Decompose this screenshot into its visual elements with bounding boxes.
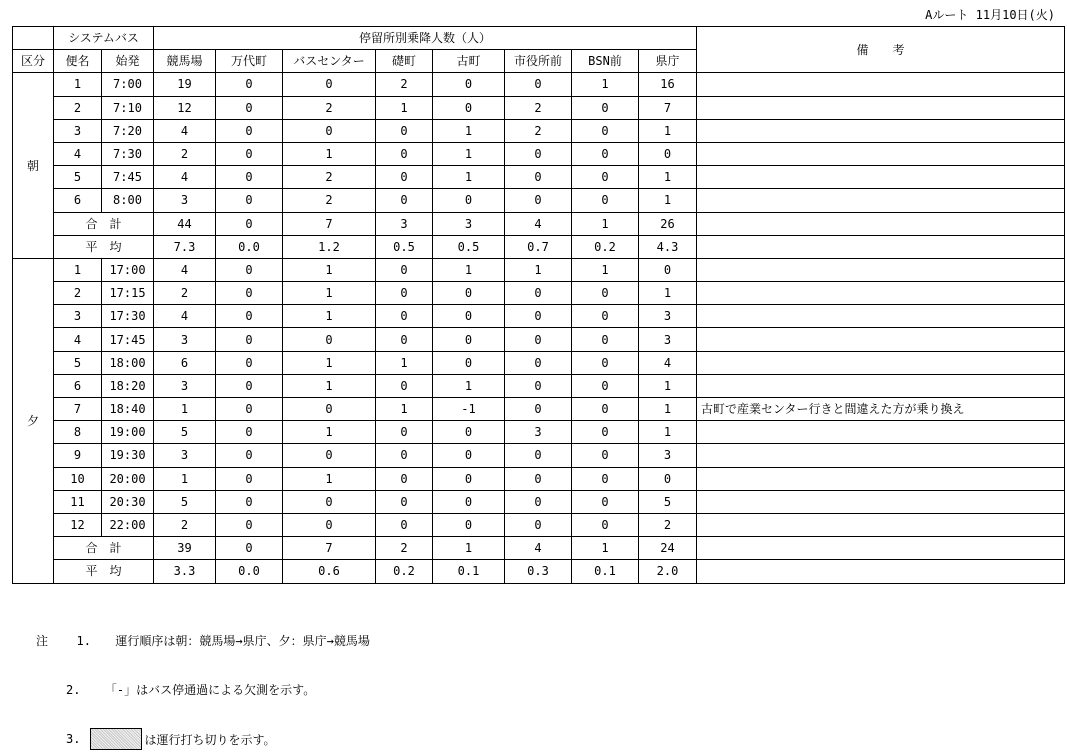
passenger-count: 0 xyxy=(283,513,376,536)
header-stop-count: 停留所別乗降人数（人） xyxy=(154,27,697,50)
passenger-count: 2 xyxy=(154,142,216,165)
passenger-count: 0 xyxy=(639,467,697,490)
passenger-count: 0 xyxy=(216,305,283,328)
passenger-count: 0 xyxy=(216,282,283,305)
remark-cell xyxy=(697,166,1065,189)
passenger-count: 1 xyxy=(154,398,216,421)
passenger-count: 0 xyxy=(572,513,639,536)
bus-number: 2 xyxy=(54,282,102,305)
table-row xyxy=(13,374,1065,397)
remark-cell xyxy=(697,282,1065,305)
passenger-count: 0 xyxy=(433,96,505,119)
header-stop: 礎町 xyxy=(376,50,433,73)
passenger-count: 0 xyxy=(572,421,639,444)
passenger-count: 5 xyxy=(154,490,216,513)
total-value: 7 xyxy=(283,537,376,560)
passenger-count: 0 xyxy=(376,258,433,281)
passenger-count: 0 xyxy=(433,73,505,96)
route-label: Aルート xyxy=(925,8,969,22)
passenger-count: 3 xyxy=(154,328,216,351)
average-value: 0.7 xyxy=(505,235,572,258)
passenger-count: 2 xyxy=(283,189,376,212)
total-value: 3 xyxy=(376,212,433,235)
passenger-count: 0 xyxy=(216,73,283,96)
total-value: 1 xyxy=(572,212,639,235)
average-value: 7.3 xyxy=(154,235,216,258)
passenger-count: 0 xyxy=(433,444,505,467)
header-remarks: 備 考 xyxy=(697,27,1065,73)
start-time: 20:00 xyxy=(102,467,154,490)
passenger-count: 3 xyxy=(154,189,216,212)
header-stop: 万代町 xyxy=(216,50,283,73)
passenger-count: 0 xyxy=(376,421,433,444)
passenger-count: 19 xyxy=(154,73,216,96)
passenger-count: 0 xyxy=(376,490,433,513)
start-time: 18:20 xyxy=(102,374,154,397)
total-value: 1 xyxy=(433,537,505,560)
table-row xyxy=(13,73,1065,96)
remark-cell xyxy=(697,96,1065,119)
passenger-count: 1 xyxy=(639,166,697,189)
passenger-count: 4 xyxy=(154,119,216,142)
passenger-count: 0 xyxy=(572,328,639,351)
passenger-count: 0 xyxy=(572,444,639,467)
passenger-count: 0 xyxy=(216,421,283,444)
note-3-text: は運行打ち切りを示す。 xyxy=(144,732,276,747)
average-value: 0.3 xyxy=(505,560,572,583)
note-2-number: 2. xyxy=(66,683,81,697)
route-date-header xyxy=(925,6,1055,23)
passenger-count: 0 xyxy=(505,166,572,189)
passenger-count: 0 xyxy=(639,258,697,281)
passenger-count: 0 xyxy=(376,282,433,305)
date-label: 11月10日(火) xyxy=(975,8,1055,22)
total-value: 2 xyxy=(376,537,433,560)
passenger-count: 4 xyxy=(154,305,216,328)
section-label: 朝 xyxy=(13,73,54,259)
passenger-count: 1 xyxy=(283,374,376,397)
header-stop: 競馬場 xyxy=(154,50,216,73)
passenger-count: 0 xyxy=(572,398,639,421)
remark-cell: 古町で産業センター行きと間違えた方が乗り換え xyxy=(697,398,1065,421)
passenger-count: 0 xyxy=(216,166,283,189)
passenger-count: 3 xyxy=(154,444,216,467)
passenger-count: 0 xyxy=(433,490,505,513)
passenger-count: 2 xyxy=(639,513,697,536)
passenger-count: 0 xyxy=(572,119,639,142)
note-2-text: 「-」はバス停通過による欠測を示す。 xyxy=(104,683,316,697)
passenger-count: 2 xyxy=(505,119,572,142)
passenger-count: 0 xyxy=(216,328,283,351)
passenger-count: 0 xyxy=(433,189,505,212)
passenger-count: 0 xyxy=(283,444,376,467)
passenger-count: 1 xyxy=(639,282,697,305)
passenger-count: 16 xyxy=(639,73,697,96)
passenger-count: 4 xyxy=(154,166,216,189)
remark-cell xyxy=(697,258,1065,281)
note-3-number: 3. xyxy=(66,732,81,746)
bus-number: 6 xyxy=(54,189,102,212)
total-value: 39 xyxy=(154,537,216,560)
table-row xyxy=(13,351,1065,374)
passenger-count: 1 xyxy=(433,258,505,281)
remark-cell xyxy=(697,444,1065,467)
total-value: 26 xyxy=(639,212,697,235)
start-time: 22:00 xyxy=(102,513,154,536)
average-value: 0.1 xyxy=(433,560,505,583)
passenger-count: 0 xyxy=(639,142,697,165)
passenger-count: 0 xyxy=(283,328,376,351)
average-row xyxy=(13,235,1065,258)
bus-number: 4 xyxy=(54,328,102,351)
bus-number: 6 xyxy=(54,374,102,397)
passenger-count: 3 xyxy=(639,305,697,328)
total-value: 1 xyxy=(572,537,639,560)
passenger-count: 0 xyxy=(572,374,639,397)
remark-cell xyxy=(697,467,1065,490)
passenger-count: 1 xyxy=(376,351,433,374)
passenger-count: 0 xyxy=(283,490,376,513)
average-value: 0.0 xyxy=(216,235,283,258)
table-row xyxy=(13,282,1065,305)
header-binmei: 便名 xyxy=(54,50,102,73)
start-time: 20:30 xyxy=(102,490,154,513)
table-row xyxy=(13,258,1065,281)
average-label: 平 均 xyxy=(54,235,154,258)
header-stop: 市役所前 xyxy=(505,50,572,73)
passenger-count: 0 xyxy=(216,96,283,119)
passenger-count: 0 xyxy=(376,305,433,328)
total-row xyxy=(13,212,1065,235)
passenger-count: 2 xyxy=(154,513,216,536)
remark-cell xyxy=(697,537,1065,560)
note-2 xyxy=(66,681,315,698)
header-row-1 xyxy=(13,27,1065,50)
passenger-count: 0 xyxy=(433,282,505,305)
passenger-count: 3 xyxy=(639,444,697,467)
average-value: 0.2 xyxy=(572,235,639,258)
bus-number: 3 xyxy=(54,119,102,142)
total-value: 4 xyxy=(505,537,572,560)
passenger-table xyxy=(12,26,1065,584)
passenger-count: 0 xyxy=(216,513,283,536)
remark-cell xyxy=(697,374,1065,397)
remark-cell xyxy=(697,235,1065,258)
table-row xyxy=(13,305,1065,328)
passenger-count: 0 xyxy=(216,119,283,142)
start-time: 18:40 xyxy=(102,398,154,421)
table-row xyxy=(13,189,1065,212)
total-value: 24 xyxy=(639,537,697,560)
passenger-count: 4 xyxy=(154,258,216,281)
bus-number: 10 xyxy=(54,467,102,490)
average-value: 0.2 xyxy=(376,560,433,583)
start-time: 19:00 xyxy=(102,421,154,444)
start-time: 17:45 xyxy=(102,328,154,351)
passenger-count: 0 xyxy=(376,119,433,142)
start-time: 18:00 xyxy=(102,351,154,374)
passenger-count: 0 xyxy=(216,351,283,374)
passenger-count: 6 xyxy=(154,351,216,374)
average-value: 3.3 xyxy=(154,560,216,583)
start-time: 17:15 xyxy=(102,282,154,305)
passenger-count: 0 xyxy=(433,305,505,328)
passenger-count: 0 xyxy=(376,513,433,536)
passenger-count: 0 xyxy=(376,189,433,212)
bus-number: 1 xyxy=(54,73,102,96)
note-1-text: 運行順序は朝：競馬場→県庁、夕：県庁→競馬場 xyxy=(115,634,370,648)
passenger-count: 0 xyxy=(505,328,572,351)
passenger-count: 0 xyxy=(216,490,283,513)
remark-cell xyxy=(697,142,1065,165)
start-time: 7:00 xyxy=(102,73,154,96)
passenger-count: 5 xyxy=(154,421,216,444)
passenger-count: 1 xyxy=(639,119,697,142)
remark-cell xyxy=(697,73,1065,96)
total-value: 0 xyxy=(216,537,283,560)
table-row xyxy=(13,96,1065,119)
average-value: 0.6 xyxy=(283,560,376,583)
passenger-count: 1 xyxy=(283,142,376,165)
passenger-count: 1 xyxy=(283,421,376,444)
passenger-count: 0 xyxy=(505,398,572,421)
total-value: 7 xyxy=(283,212,376,235)
passenger-count: 1 xyxy=(283,351,376,374)
start-time: 17:00 xyxy=(102,258,154,281)
passenger-count: 0 xyxy=(505,513,572,536)
start-time: 7:20 xyxy=(102,119,154,142)
bus-number: 1 xyxy=(54,258,102,281)
total-label: 合 計 xyxy=(54,212,154,235)
passenger-count: 0 xyxy=(376,444,433,467)
note-1-number: 1. xyxy=(76,634,91,648)
remark-cell xyxy=(697,212,1065,235)
bus-number: 4 xyxy=(54,142,102,165)
table-row xyxy=(13,421,1065,444)
passenger-count: 0 xyxy=(572,490,639,513)
passenger-count: 5 xyxy=(639,490,697,513)
passenger-count: 1 xyxy=(283,305,376,328)
bus-number: 8 xyxy=(54,421,102,444)
passenger-count: 1 xyxy=(639,189,697,212)
passenger-count: 1 xyxy=(639,374,697,397)
start-time: 17:30 xyxy=(102,305,154,328)
remark-cell xyxy=(697,421,1065,444)
table-row xyxy=(13,398,1065,421)
passenger-count: 0 xyxy=(505,490,572,513)
passenger-count: 0 xyxy=(505,444,572,467)
passenger-count: 3 xyxy=(639,328,697,351)
bus-number: 2 xyxy=(54,96,102,119)
passenger-count: 1 xyxy=(433,166,505,189)
passenger-count: 0 xyxy=(376,467,433,490)
passenger-count: 0 xyxy=(376,328,433,351)
passenger-count: 1 xyxy=(433,119,505,142)
cancelled-sample-box xyxy=(90,728,142,750)
bus-number: 5 xyxy=(54,166,102,189)
passenger-count: 0 xyxy=(505,351,572,374)
passenger-count: 0 xyxy=(505,305,572,328)
remark-cell xyxy=(697,351,1065,374)
section-label: 夕 xyxy=(13,258,54,583)
passenger-count: 0 xyxy=(216,467,283,490)
note-prefix: 注 xyxy=(36,634,49,648)
passenger-count: 7 xyxy=(639,96,697,119)
passenger-count: 1 xyxy=(283,258,376,281)
remark-cell xyxy=(697,189,1065,212)
note-3 xyxy=(66,728,276,750)
table-row xyxy=(13,328,1065,351)
passenger-count: 0 xyxy=(216,142,283,165)
passenger-count: 0 xyxy=(216,258,283,281)
passenger-count: 0 xyxy=(376,374,433,397)
passenger-count: 0 xyxy=(433,351,505,374)
total-value: 3 xyxy=(433,212,505,235)
bus-number: 12 xyxy=(54,513,102,536)
start-time: 7:45 xyxy=(102,166,154,189)
start-time: 7:10 xyxy=(102,96,154,119)
passenger-count: 1 xyxy=(572,258,639,281)
passenger-count: 0 xyxy=(505,374,572,397)
average-value: 0.0 xyxy=(216,560,283,583)
passenger-count: 1 xyxy=(376,96,433,119)
passenger-count: 2 xyxy=(505,96,572,119)
average-value: 0.5 xyxy=(433,235,505,258)
bus-number: 9 xyxy=(54,444,102,467)
passenger-count: 0 xyxy=(216,189,283,212)
passenger-count: 0 xyxy=(505,467,572,490)
passenger-count: 0 xyxy=(283,119,376,142)
passenger-count: 0 xyxy=(433,467,505,490)
remark-cell xyxy=(697,119,1065,142)
average-value: 0.5 xyxy=(376,235,433,258)
header-kubun: 区分 xyxy=(13,50,54,73)
remark-cell xyxy=(697,305,1065,328)
average-row xyxy=(13,560,1065,583)
bus-number: 7 xyxy=(54,398,102,421)
table-row xyxy=(13,142,1065,165)
total-row xyxy=(13,537,1065,560)
passenger-count: 2 xyxy=(154,282,216,305)
passenger-count: 0 xyxy=(572,467,639,490)
passenger-count: 1 xyxy=(376,398,433,421)
passenger-count: 0 xyxy=(572,282,639,305)
passenger-count: 0 xyxy=(572,305,639,328)
passenger-count: 2 xyxy=(283,166,376,189)
passenger-count: 1 xyxy=(639,421,697,444)
table-row xyxy=(13,119,1065,142)
header-blank-cell xyxy=(13,27,54,50)
total-value: 0 xyxy=(216,212,283,235)
passenger-count: 3 xyxy=(505,421,572,444)
header-stop: バスセンター xyxy=(283,50,376,73)
remark-cell xyxy=(697,328,1065,351)
passenger-count: 0 xyxy=(505,189,572,212)
passenger-count: 0 xyxy=(572,96,639,119)
passenger-count: 0 xyxy=(283,398,376,421)
passenger-count: 0 xyxy=(572,142,639,165)
header-shihatsu: 始発 xyxy=(102,50,154,73)
table-row xyxy=(13,513,1065,536)
header-stop: 県庁 xyxy=(639,50,697,73)
bus-number: 11 xyxy=(54,490,102,513)
average-label: 平 均 xyxy=(54,560,154,583)
passenger-count: 1 xyxy=(283,467,376,490)
passenger-count: 2 xyxy=(376,73,433,96)
table-row xyxy=(13,166,1065,189)
passenger-count: 1 xyxy=(505,258,572,281)
passenger-count: 1 xyxy=(639,398,697,421)
bus-number: 3 xyxy=(54,305,102,328)
passenger-count: 3 xyxy=(154,374,216,397)
average-value: 0.1 xyxy=(572,560,639,583)
passenger-count: 0 xyxy=(216,444,283,467)
start-time: 7:30 xyxy=(102,142,154,165)
passenger-count: 1 xyxy=(433,374,505,397)
table-row xyxy=(13,490,1065,513)
remark-cell xyxy=(697,490,1065,513)
total-value: 44 xyxy=(154,212,216,235)
start-time: 8:00 xyxy=(102,189,154,212)
remark-cell xyxy=(697,560,1065,583)
passenger-count: 1 xyxy=(433,142,505,165)
passenger-count: 12 xyxy=(154,96,216,119)
passenger-count: 0 xyxy=(216,398,283,421)
average-value: 1.2 xyxy=(283,235,376,258)
table-row xyxy=(13,467,1065,490)
total-label: 合 計 xyxy=(54,537,154,560)
header-stop: 古町 xyxy=(433,50,505,73)
passenger-count: 0 xyxy=(216,374,283,397)
start-time: 19:30 xyxy=(102,444,154,467)
passenger-count: 0 xyxy=(572,189,639,212)
table-row xyxy=(13,444,1065,467)
passenger-count: 4 xyxy=(639,351,697,374)
passenger-count: 1 xyxy=(283,282,376,305)
note-1 xyxy=(36,632,370,649)
total-value: 4 xyxy=(505,212,572,235)
bus-number: 5 xyxy=(54,351,102,374)
passenger-count: 0 xyxy=(505,282,572,305)
passenger-count: 2 xyxy=(283,96,376,119)
remark-cell xyxy=(697,513,1065,536)
passenger-count: -1 xyxy=(433,398,505,421)
average-value: 2.0 xyxy=(639,560,697,583)
passenger-count: 0 xyxy=(505,142,572,165)
passenger-count: 0 xyxy=(376,142,433,165)
average-value: 4.3 xyxy=(639,235,697,258)
passenger-count: 0 xyxy=(433,328,505,351)
passenger-count: 1 xyxy=(572,73,639,96)
passenger-count: 1 xyxy=(154,467,216,490)
passenger-count: 0 xyxy=(505,73,572,96)
passenger-count: 0 xyxy=(572,351,639,374)
passenger-count: 0 xyxy=(572,166,639,189)
passenger-count: 0 xyxy=(433,513,505,536)
passenger-count: 0 xyxy=(376,166,433,189)
passenger-count: 0 xyxy=(283,73,376,96)
passenger-count: 0 xyxy=(433,421,505,444)
header-stop: BSN前 xyxy=(572,50,639,73)
header-system-bus: システムバス xyxy=(54,27,154,50)
